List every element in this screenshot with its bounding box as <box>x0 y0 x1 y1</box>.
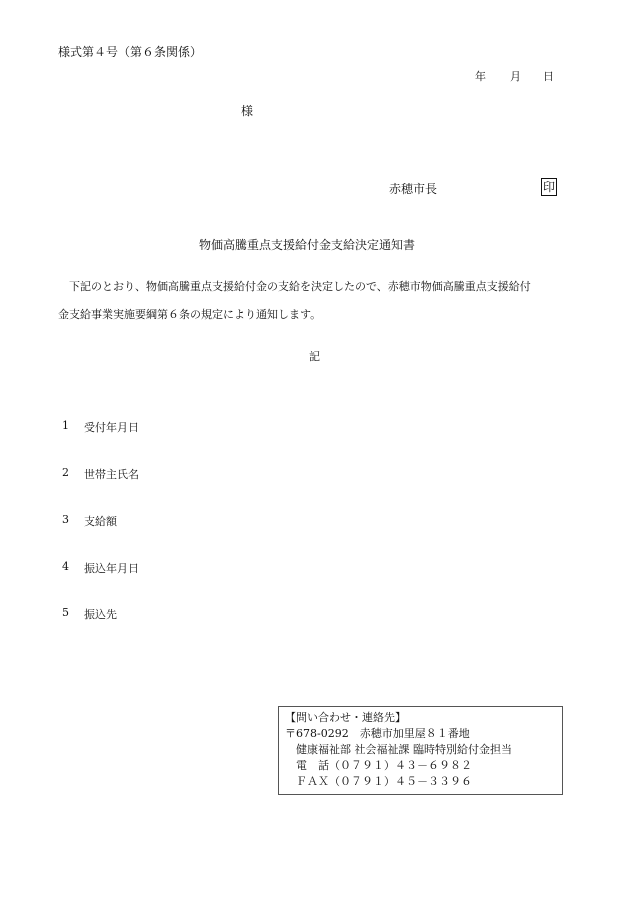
contact-phone: 電 話（０７９１）４３－６９８２ <box>285 759 472 772</box>
item-label: 振込先 <box>84 608 117 621</box>
item-number: 5 <box>62 606 69 619</box>
document-title: 物価高騰重点支援給付金支給決定通知書 <box>199 238 416 252</box>
item-number: 4 <box>62 560 69 573</box>
form-number: 様式第４号（第６条関係） <box>58 45 203 59</box>
item-number: 1 <box>62 419 69 432</box>
item-number: 2 <box>62 466 69 479</box>
item-label: 受付年月日 <box>84 421 139 434</box>
contact-address: 〒678-0292 赤穂市加里屋８１番地 <box>285 727 470 740</box>
contact-box <box>278 706 563 795</box>
ki-heading: 記 <box>309 350 320 363</box>
contact-fax: ＦＡＸ（０７９１）４５－３３９６ <box>285 775 472 788</box>
date-day: 日 <box>543 70 554 83</box>
date-month: 月 <box>510 70 521 83</box>
item-label: 支給額 <box>84 515 117 528</box>
item-label: 振込年月日 <box>84 562 139 575</box>
contact-department: 健康福祉部 社会福祉課 臨時特別給付金担当 <box>285 743 512 756</box>
date-year: 年 <box>475 70 486 83</box>
body-line-2: 金支給事業実施要綱第６条の規定により通知します。 <box>58 308 322 321</box>
contact-heading: 【問い合わせ・連絡先】 <box>285 711 406 724</box>
seal-mark: 印 <box>543 180 556 194</box>
body-line-1: 下記のとおり、物価高騰重点支援給付金の支給を決定したので、赤穂市物価高騰重点支援給付 <box>58 280 531 293</box>
addressee-suffix: 様 <box>241 104 254 118</box>
item-number: 3 <box>62 513 69 526</box>
issuer: 赤穂市長 <box>389 182 438 196</box>
item-label: 世帯主氏名 <box>84 468 139 481</box>
